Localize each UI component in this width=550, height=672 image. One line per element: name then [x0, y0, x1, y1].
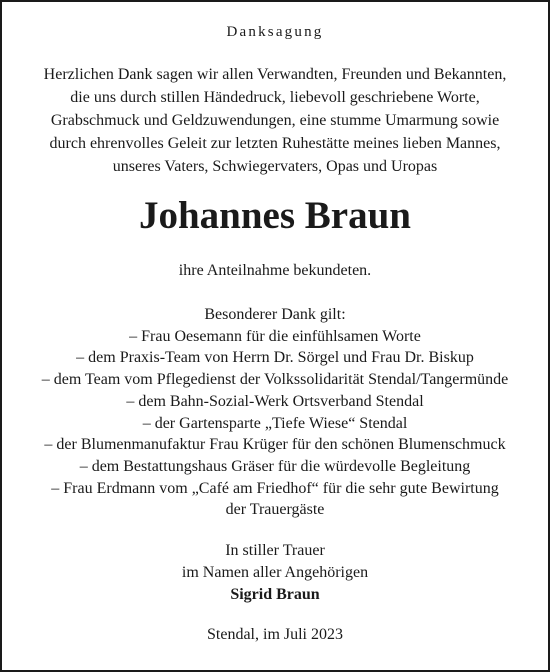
special-thanks-list	[2, 326, 548, 521]
closing-block	[2, 540, 548, 606]
special-thanks-item: – dem Bestattungshaus Gräser für die würdevolle Begleitung	[79, 457, 471, 475]
closing-line: im Namen aller Angehörigen	[181, 564, 369, 581]
intro-line: unseres Vaters, Schwiegervaters, Opas und Uropas	[112, 158, 438, 175]
intro-line: Grabschmuck und Geldzuwendungen, eine stumme Umarmung sowie	[50, 112, 500, 129]
deceased-name: Johannes Braun	[138, 194, 411, 237]
special-thanks-item: – Frau Oesemann für die einfühlsamen Worte	[129, 327, 421, 345]
special-thanks-item: – dem Praxis-Team von Herrn Dr. Sörgel und Frau Dr. Biskup	[76, 349, 474, 367]
place-and-date: Stendal, im Juli 2023	[207, 626, 343, 643]
special-thanks-item: – dem Team vom Pflegedienst der Volkssolidarität Stendal/Tangermünde	[41, 371, 509, 389]
special-thanks-heading: Besonderer Dank gilt:	[204, 306, 346, 323]
special-thanks-item: – der Blumenmanufaktur Frau Krüger für den schönen Blumenschmuck	[44, 436, 506, 454]
intro-line: die uns durch stillen Händedruck, liebevoll geschriebene Worte,	[70, 89, 480, 106]
notice-heading: Danksagung	[226, 24, 324, 40]
condolence-line: ihre Anteilnahme bekundeten.	[178, 262, 372, 279]
special-thanks-item: – Frau Erdmann vom „Café am Friedhof“ für die sehr gute Bewirtung	[51, 479, 499, 497]
intro-line: Herzlichen Dank sagen wir allen Verwandten, Freunden und Bekannten,	[43, 66, 507, 83]
signer-name: Sigrid Braun	[230, 586, 320, 603]
special-thanks-item: – der Gartensparte „Tiefe Wiese“ Stendal	[142, 414, 408, 432]
closing-line: In stiller Trauer	[225, 542, 325, 559]
intro-line: durch ehrenvolles Geleit zur letzten Ruhestätte meines lieben Mannes,	[49, 135, 501, 152]
special-thanks-item: der Trauergäste	[225, 501, 325, 519]
intro-paragraph	[2, 63, 548, 178]
special-thanks-item: – dem Bahn-Sozial-Werk Ortsverband Stendal	[126, 392, 424, 410]
